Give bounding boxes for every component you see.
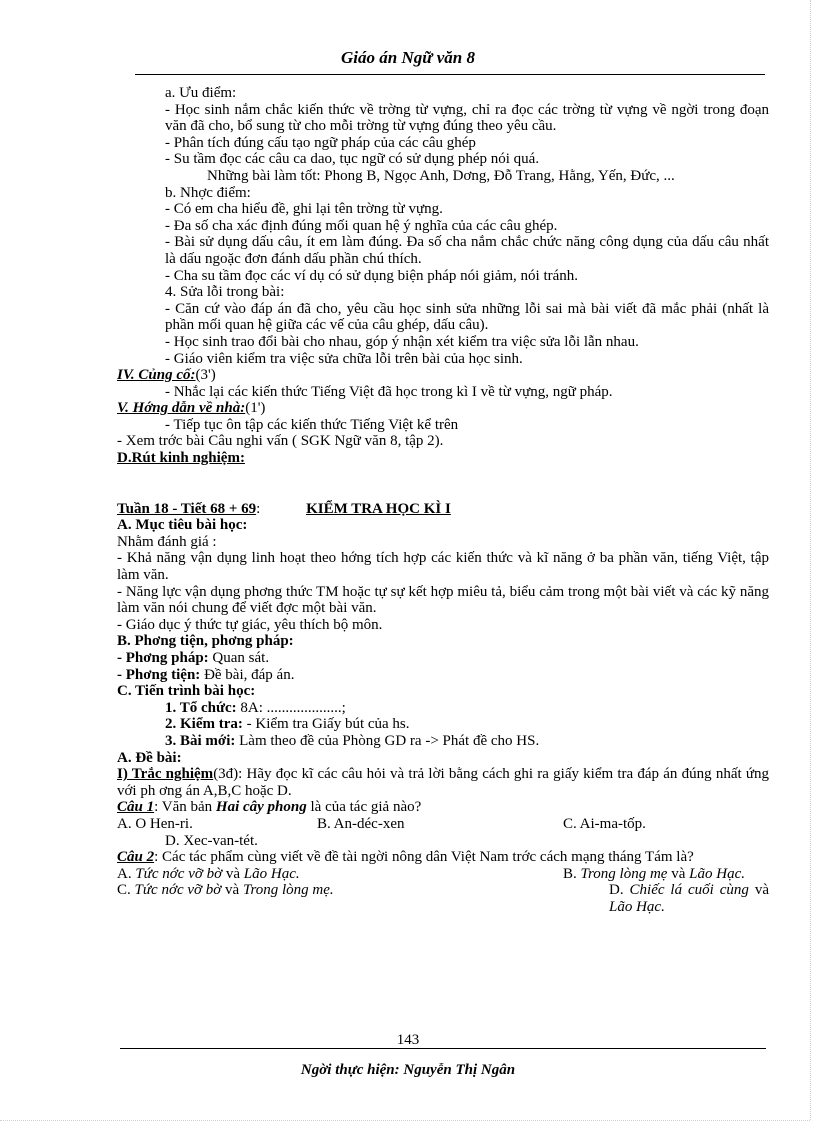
process-heading: C. Tiến trình bài học: [117,683,256,700]
page-header-title: Giáo án Ngữ văn 8 [341,48,475,67]
document-body [117,85,769,916]
week-colon: : [256,500,261,517]
fix-heading: 4. Sửa lỗi trong bài: [165,284,285,301]
homework-line [117,400,769,417]
means-value: Đề bài, đáp án. [200,666,295,683]
consolidation-item: - Nhắc lại các kiến thức Tiếng Việt đã học trong kì I về từ vựng, ngữ pháp. [165,383,613,400]
consolidation-line [117,367,769,384]
footer-author: Ngời thực hiện: Nguyễn Thị Ngân [300,1062,516,1078]
q1-option-c: C. Ai-ma-tốp. [563,815,646,832]
q2-c-w2: Trong lòng mẹ. [242,882,334,899]
step-2-value: - Kiểm tra Giấy bút của hs. [242,716,410,733]
week-label: Tuần 18 - Tiết 68 + 69 [117,500,257,517]
q1-option-b: B. An-déc-xen [317,815,405,832]
means-label: - Phơng tiện: [117,666,201,683]
means-line [117,667,769,684]
mc-instructions [117,766,769,799]
objectives-heading: A. Mục tiêu bài học: [117,517,248,534]
page-edge-right [810,0,811,1120]
homework-time: (1') [245,400,266,417]
q2-option-d [609,882,769,915]
objective-item: - Năng lực vận dụng phơng thức TM hoặc tự sự kết hợp miêu tả, biểu cảm trong một bài viết và các kỹ năng làm văn nói chung để viết đợc một bài văn. [117,583,769,617]
q1-pre: : Văn bản [154,799,216,816]
q2-c-w1: Tức nớc vỡ bờ [134,882,222,899]
method-line [117,650,769,667]
q1-option-a: A. O Hen-ri. [117,815,193,832]
q1-option-d: D. Xec-van-tét. [165,832,258,849]
step-3 [117,733,769,750]
step-1-value: 8A: ....................; [236,699,346,716]
q2-option-a [117,866,563,883]
q2-text: : Các tác phẩm cùng viết về đề tài ngời nông dân Việt Nam trớc cách mạng tháng Tám là? [154,849,694,866]
step-3-label: 3. Bài mới: [165,732,236,749]
q2-options-cd [117,882,769,915]
experience-heading: D.Rút kinh nghiệm: [117,450,245,467]
step-1-label: 1. Tổ chức: [165,699,237,716]
test-heading: A. Đề bài: [117,749,182,766]
exam-title: KIỂM TRA HỌC KÌ I [306,500,451,517]
teacher-check: - Giáo viên kiểm tra việc sửa chữa lỗi trên bài của học sinh. [165,350,523,367]
q2-b-and: và [667,865,690,882]
weakness-item: - Có em cha hiểu đề, ghi lại tên trờng từ vựng. [165,201,443,218]
strength-item: - Phân tích đúng cấu tạo ngữ pháp của các câu ghép [165,134,476,151]
step-2-label: 2. Kiểm tra: [165,716,243,733]
q2-d-and: và [748,882,769,899]
good-works-text: Những bài làm tốt: Phong B, Ngọc Anh, Dơng, Đỗ Trang, Hằng, Yến, Đức, ... [207,167,675,184]
question-1 [117,799,769,816]
step-1 [117,700,769,717]
objectives-intro: Nhằm đánh giá : [117,533,217,550]
q2-label: Câu 2 [117,849,155,866]
consolidation-time: (3') [195,367,216,384]
method-label: - Phơng pháp: [117,650,209,666]
q2-a-w1: Tức nớc vỡ bờ [135,865,223,882]
mc-text: (3đ): Hãy đọc kĩ các câu hỏi và trả lời bằng cách ghi ra giấy kiểm tra đáp án đúng nhất ứng với ph ơng án A,B,C hoặc D. [117,766,769,799]
q2-d-pre: D. [609,882,630,899]
q2-option-b [563,866,769,883]
objective-item: - Giáo dục ý thức tự giác, yêu thích bộ môn. [117,616,383,633]
weakness-item: - Cha su tầm đọc các ví dụ có sử dụng biện pháp nói giảm, nói tránh. [165,267,579,284]
q2-option-c [117,882,609,915]
q2-a-w2: Lão Hạc. [243,865,300,882]
weakness-item: - Đa số cha xác định đúng mối quan hệ ý nghĩa của các câu ghép. [165,217,558,234]
consolidation-label: IV. Củng cố: [117,367,196,384]
homework-label: V. Hớng dẫn về nhà: [117,400,246,417]
q2-c-and: và [221,882,243,899]
strength-item: - Su tầm đọc các câu ca dao, tục ngữ có sử dụng phép nói quá. [165,151,540,168]
method-value: Quan sát. [208,650,270,666]
homework-item: - Tiếp tục ôn tập các kiến thức Tiếng Việt kể trên [165,416,459,433]
homework-item: - Xem trớc bài Câu nghi vấn ( SGK Ngữ văn 8, tập 2). [117,433,444,450]
page-number: 143 [396,1032,420,1048]
q1-options [117,816,769,833]
question-2 [117,849,769,866]
footer-rule [120,1048,766,1049]
q2-a-pre: A. [117,865,136,882]
q2-options-ab [117,866,769,883]
q2-d-w1: Chiếc lá cuối cùng [629,882,749,899]
q1-work: Hai cây phong [215,799,307,816]
mc-label: I) Trắc nghiệm [117,766,214,783]
step-2 [117,716,769,733]
means-heading: B. Phơng tiện, phơng pháp: [117,633,294,650]
header-rule [135,74,765,75]
weakness-item: - Bài sử dụng dấu câu, ít em làm đúng. Đa số cha nắm chắc chức năng công dụng của dấu câu nhất là dấu ngoặc đơn đánh dấu phần chú thích. [165,234,769,267]
q1-post: là của tác giả nào? [306,799,422,816]
strengths-heading: a. Ưu điểm: [165,85,237,101]
fix-item: - Học sinh trao đổi bài cho nhau, góp ý nhận xét kiểm tra việc sửa lỗi lẫn nhau. [165,333,639,350]
q2-a-and: và [222,865,244,882]
q2-b-w2: Lão Hạc. [689,865,745,882]
q2-b-w1: Trong lòng mẹ [580,865,668,882]
q2-b-pre: B. [563,865,581,882]
step-3-value: Làm theo đề của Phòng GD ra -> Phát đề cho HS. [235,732,540,749]
weaknesses-heading: b. Nhợc điểm: [165,184,251,201]
q1-label: Câu 1 [117,799,155,816]
q2-d-w2: Lão Hạc. [609,898,665,915]
objective-item: - Khả năng vận dụng linh hoạt theo hớng tích hợp các kiến thức và kĩ năng ở ba phần văn, tiếng Việt, tập làm văn. [117,550,769,584]
fix-item: - Căn cứ vào đáp án đã cho, yêu cầu học sinh sửa những lỗi sai mà bài viết đã mắc phải (nhất là phần mối quan hệ giữa các vế của câu ghép, dấu câu). [165,300,769,334]
q2-c-pre: C. [117,882,135,899]
page-edge-bottom [0,1120,810,1121]
strength-item: - Học sinh nắm chắc kiến thức về trờng từ vựng, chỉ ra đọc các trờng từ vựng về ngời trong đoạn văn đã cho, bổ sung từ cho mỗi trờng từ vựng đúng theo yêu cầu. [165,101,769,135]
exam-title-line [117,501,769,518]
good-works [117,168,769,185]
